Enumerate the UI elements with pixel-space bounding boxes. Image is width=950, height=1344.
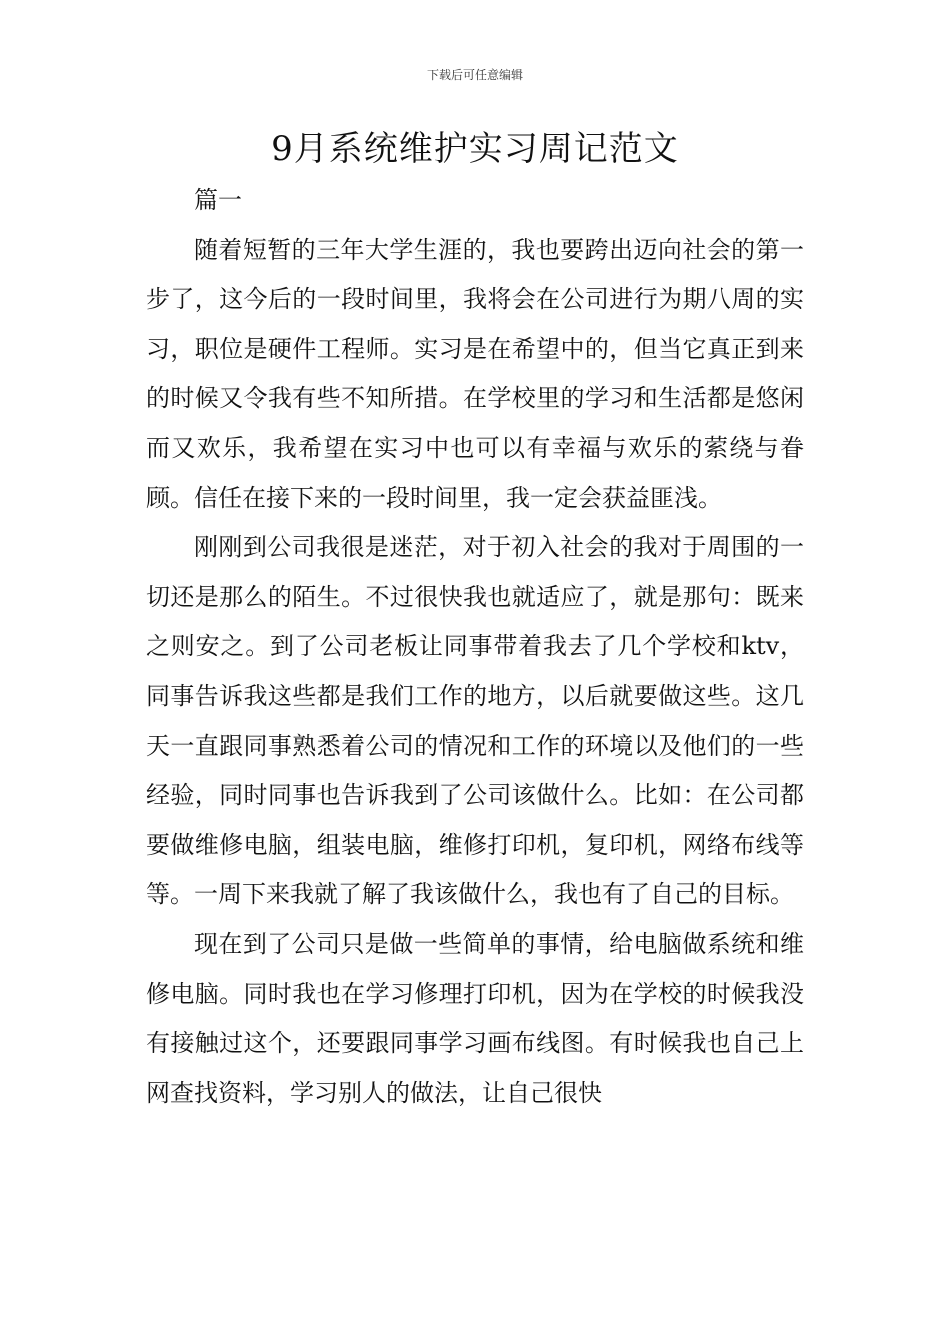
paragraph-3: 现在到了公司只是做一些简单的事情，给电脑做系统和维修电脑。同时我也在学习修理打印机，因为在学校的时候我没有接触过这个，还要跟同事学习画布线图。有时候我也自己上网查找资料，学习别人的做法，让自己很快 — [146, 929, 804, 1107]
document-title: 9月系统维护实习周记范文 — [271, 129, 679, 169]
paragraph-1: 随着短暂的三年大学生涯的，我也要跨出迈向社会的第一步了，这今后的一段时间里，我将会在公司进行为期八周的实习，职位是硬件工程师。实习是在希望中的，但当它真正到来的时候又令我有些不知所措。在学校里的学习和生活都是悠闲而又欢乐，我希望在实习中也可以有幸福与欢乐的萦绕与眷顾。信任在接下来的一段时间里，我一定会获益匪浅。 — [146, 235, 804, 512]
section-label: 篇一 — [194, 186, 242, 214]
paragraph-2: 刚刚到公司我很是迷茫，对于初入社会的我对于周围的一切还是那么的陌生。不过很快我也就适应了，就是那句：既来之则安之。到了公司老板让同事带着我去了几个学校和ktv，同事告诉我这些都是我们工作的地方，以后就要做这些。这几天一直跟同事熟悉着公司的情况和工作的环境以及他们的一些经验，同时同事也告诉我到了公司该做什么。比如：在公司都要做维修电脑，组装电脑，维修打印机，复印机，网络布线等等。一周下来我就了解了我该做什么，我也有了自己的目标。 — [146, 533, 804, 909]
document-body — [146, 176, 804, 1118]
header-note: 下载后可任意编辑 — [426, 68, 523, 82]
